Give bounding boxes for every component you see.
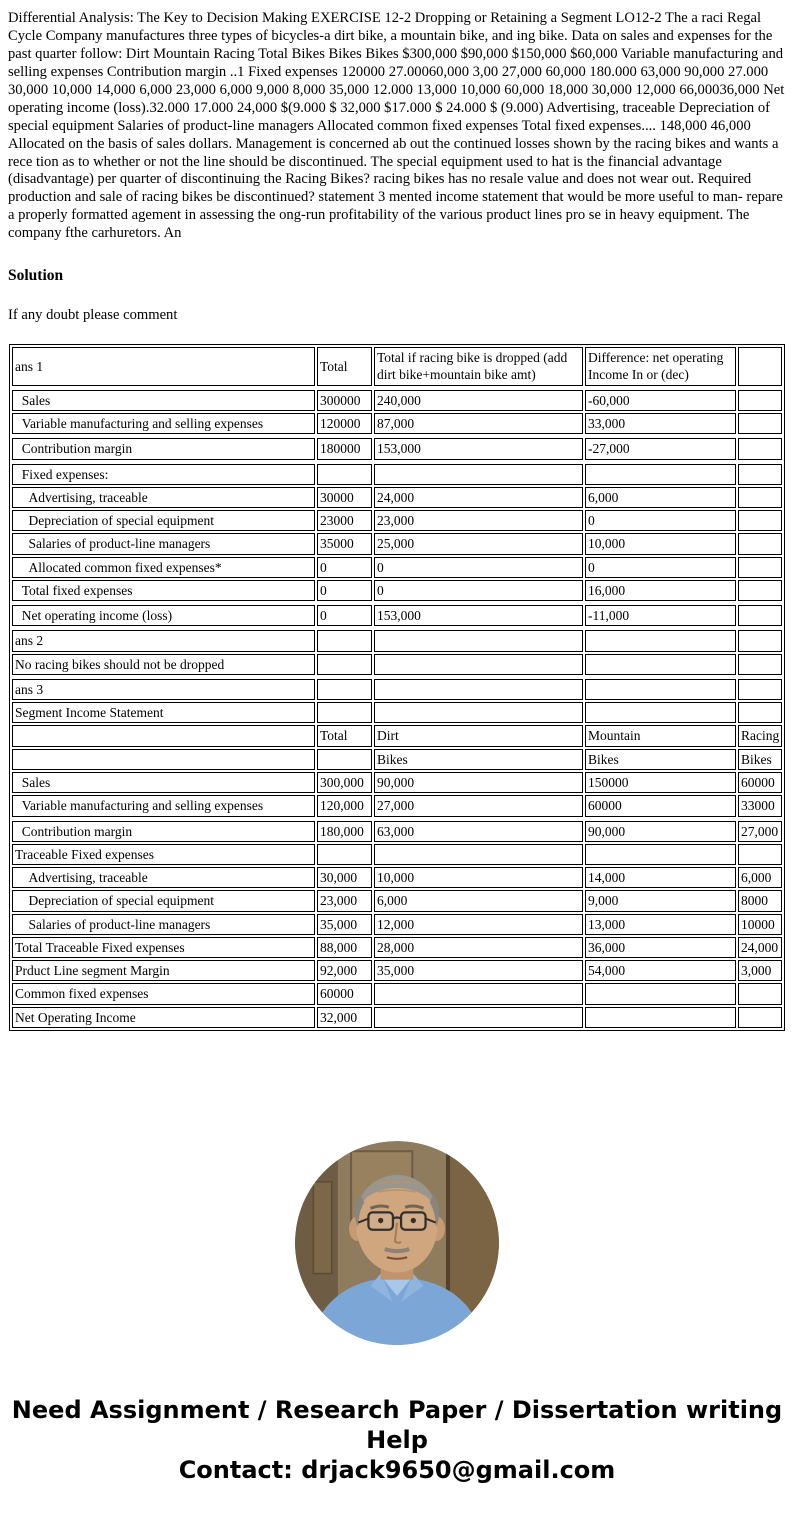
table-cell: Advertising, traceable (12, 487, 315, 508)
table-group (10, 388, 784, 437)
table-cell: -11,000 (585, 605, 736, 626)
table-row (12, 605, 782, 626)
table-cell: Sales (12, 390, 315, 411)
table-cell: 6,000 (374, 890, 583, 911)
table-cell (374, 1007, 583, 1028)
person-photo-graphic (295, 1141, 499, 1345)
table-cell: -27,000 (585, 438, 736, 459)
footer-contact: Contact: drjack9650@gmail.com (178, 1455, 616, 1484)
table-cell: 10,000 (585, 533, 736, 554)
table-group (10, 462, 784, 604)
table-cell: Bikes (374, 749, 583, 770)
table-cell (585, 654, 736, 675)
table-cell (374, 654, 583, 675)
analysis-table (9, 344, 785, 1031)
table-cell: 240,000 (374, 390, 583, 411)
table-cell: -60,000 (585, 390, 736, 411)
table-cell (317, 749, 372, 770)
table-cell (374, 844, 583, 865)
table-cell: Mountain (585, 725, 736, 746)
table-cell: Bikes (738, 749, 782, 770)
table-cell (738, 347, 782, 386)
table-cell: 60000 (317, 983, 372, 1004)
table-cell: Allocated common fixed expenses* (12, 557, 315, 578)
table-cell (317, 464, 372, 485)
table-cell: Total fixed expenses (12, 580, 315, 601)
table-cell: 90,000 (585, 821, 736, 842)
table-cell (317, 630, 372, 651)
table-cell: 180,000 (317, 821, 372, 842)
table-cell: 153,000 (374, 438, 583, 459)
intro-paragraph: Differential Analysis: The Key to Decision Making EXERCISE 12-2 Dropping or Retaining a Segment LO12-2 The a raci Regal Cycle Company manufactures three types of bicycles-a dirt bike, a mountain bike, and ing bike. Data on sales and expenses for the past quarter follow: Dirt Mountain Racing Total Bikes Bikes Bikes $300,000 $90,000 $150,000 $60,000 Variable manufacturing and selling expenses Contribution margin ..1 Fixed expenses 120000 27.00060,000 3,00 27,000 60,000 180.000 63,000 90,000 27.000 30,000 10,000 14,000 6,000 23,000 6,000 9,000 8,000 35,000 12.000 13,000 10,000 60,000 18,000 30,000 12,000 66,00036,000 Net operating income (loss).32.000 17.000 24,000 $(9.000 $ 32,000 $17.000 $ 24.000 $ (9.000) Advertising, traceable Depreciation of special equipment Salaries of product-line managers Allocated common fixed expenses Total fixed expenses.... 148,000 46,000 Allocated on the basis of sales dollars. Management is concerned ab out the continued losses shown by the racing bikes and wants a rece tion as to whether or not the line should be discontinued. The special equipment used to hat is the financial advantage (disadvantage) per quarter of discontinuing the Racing Bikes? racing bikes has no resale value and does not wear out. Required production and sale of racing bikes be discontinued? statement 3 mented income statement that would be more useful to man- repare a properly formatted agement in assessing the ong-run profitability of the various product lines pro se in heavy equipment. The company fthe carhuretors. An (8, 10, 785, 242)
table-cell: Advertising, traceable (12, 867, 315, 888)
table-cell: 28,000 (374, 937, 583, 958)
table-cell: 180000 (317, 438, 372, 459)
table-cell: 92,000 (317, 960, 372, 981)
table-cell: 120,000 (317, 795, 372, 816)
table-cell (374, 630, 583, 651)
table-cell (12, 725, 315, 746)
table-cell (738, 580, 782, 601)
table-row (12, 679, 782, 700)
table-cell: 88,000 (317, 937, 372, 958)
table-cell (738, 654, 782, 675)
table-cell: Total (317, 725, 372, 746)
table-row (12, 844, 782, 865)
table-cell: Dirt (374, 725, 583, 746)
table-cell: 6,000 (738, 867, 782, 888)
table-cell (585, 844, 736, 865)
table-cell (317, 702, 372, 723)
table-cell (585, 464, 736, 485)
table-cell: 25,000 (374, 533, 583, 554)
table-cell (585, 702, 736, 723)
table-cell (738, 413, 782, 434)
table-cell: Contribution margin (12, 438, 315, 459)
table-row (12, 795, 782, 816)
table-cell (374, 679, 583, 700)
table-cell: 0 (374, 557, 583, 578)
table-row (12, 487, 782, 508)
table-cell: Depreciation of special equipment (12, 510, 315, 531)
table-cell: 30,000 (317, 867, 372, 888)
comment-note: If any doubt please comment (8, 307, 178, 324)
table-cell (738, 487, 782, 508)
table-cell: Bikes (585, 749, 736, 770)
table-row (12, 580, 782, 601)
table-row (12, 510, 782, 531)
table-cell: Net operating income (loss) (12, 605, 315, 626)
profile-photo (295, 1141, 499, 1345)
table-cell (374, 702, 583, 723)
table-row (12, 890, 782, 911)
table-cell: 0 (585, 557, 736, 578)
table-cell (738, 679, 782, 700)
table-cell (585, 983, 736, 1004)
table-cell (317, 654, 372, 675)
table-cell (374, 464, 583, 485)
table-row (12, 557, 782, 578)
table-cell: Net Operating Income (12, 1007, 315, 1028)
table-cell: Difference: net operating Income In or (dec) (585, 347, 736, 386)
table-cell: 6,000 (585, 487, 736, 508)
table-cell (738, 702, 782, 723)
table-cell: Segment Income Statement (12, 702, 315, 723)
table-cell (738, 983, 782, 1004)
table-row (12, 347, 782, 386)
table-group (10, 628, 784, 677)
table-cell (738, 605, 782, 626)
footer-help-text: Need Assignment / Research Paper / Dissertation writing Help (11, 1395, 783, 1454)
table-group (10, 436, 784, 461)
table-cell: Common fixed expenses (12, 983, 315, 1004)
table-cell: 63,000 (374, 821, 583, 842)
table-cell: Fixed expenses: (12, 464, 315, 485)
table-row (12, 438, 782, 459)
table-cell: Total if racing bike is dropped (add dirt bike+mountain bike amt) (374, 347, 583, 386)
table-cell (374, 983, 583, 1004)
table-cell: 120000 (317, 413, 372, 434)
table-cell: ans 3 (12, 679, 315, 700)
table-cell: Contribution margin (12, 821, 315, 842)
table-cell: 90,000 (374, 772, 583, 793)
table-cell: 3,000 (738, 960, 782, 981)
table-cell (585, 679, 736, 700)
table-cell: 35,000 (317, 914, 372, 935)
table-cell: Prduct Line segment Margin (12, 960, 315, 981)
table-cell: 16,000 (585, 580, 736, 601)
table-row (12, 821, 782, 842)
table-cell: 153,000 (374, 605, 583, 626)
table-cell: 10,000 (374, 867, 583, 888)
table-row (12, 937, 782, 958)
table-cell: 27,000 (738, 821, 782, 842)
table-cell: 14,000 (585, 867, 736, 888)
table-cell (738, 464, 782, 485)
table-cell: 23000 (317, 510, 372, 531)
table-row (12, 702, 782, 723)
table-cell: 0 (374, 580, 583, 601)
table-cell (738, 630, 782, 651)
table-cell: 30000 (317, 487, 372, 508)
table-cell (317, 679, 372, 700)
footer-help-block (8, 1395, 786, 1485)
table-cell: ans 1 (12, 347, 315, 386)
table-cell: 24,000 (374, 487, 583, 508)
table-row (12, 772, 782, 793)
table-cell (738, 557, 782, 578)
table-cell: Variable manufacturing and selling expenses (12, 413, 315, 434)
table-cell: 32,000 (317, 1007, 372, 1028)
table-cell: 35,000 (374, 960, 583, 981)
table-cell (12, 749, 315, 770)
table-row (12, 413, 782, 434)
table-cell (738, 438, 782, 459)
table-row (12, 1007, 782, 1028)
table-cell: Depreciation of special equipment (12, 890, 315, 911)
table-cell: 33,000 (585, 413, 736, 434)
table-cell: 10000 (738, 914, 782, 935)
table-cell: No racing bikes should not be dropped (12, 654, 315, 675)
table-group (10, 677, 784, 819)
table-cell (738, 1007, 782, 1028)
table-group (10, 345, 784, 388)
table-cell (317, 844, 372, 865)
table-cell (738, 390, 782, 411)
table-cell: 150000 (585, 772, 736, 793)
document-body (8, 10, 786, 1485)
table-cell: 27,000 (374, 795, 583, 816)
table-cell: 300000 (317, 390, 372, 411)
table-cell: 35000 (317, 533, 372, 554)
table-cell: Variable manufacturing and selling expenses (12, 795, 315, 816)
solution-heading: Solution (8, 267, 64, 285)
table-row (12, 960, 782, 981)
table-cell: ans 2 (12, 630, 315, 651)
table-row (12, 654, 782, 675)
table-cell: Traceable Fixed expenses (12, 844, 315, 865)
table-cell: Sales (12, 772, 315, 793)
table-cell: 0 (585, 510, 736, 531)
table-cell: Total (317, 347, 372, 386)
table-cell: 87,000 (374, 413, 583, 434)
table-cell: 13,000 (585, 914, 736, 935)
table-group (10, 819, 784, 1030)
table-cell: 0 (317, 605, 372, 626)
table-cell: Salaries of product-line managers (12, 533, 315, 554)
table-cell: 300,000 (317, 772, 372, 793)
table-cell (738, 844, 782, 865)
table-cell: 36,000 (585, 937, 736, 958)
table-row (12, 867, 782, 888)
table-cell: 12,000 (374, 914, 583, 935)
table-row (12, 464, 782, 485)
table-row (12, 983, 782, 1004)
table-cell (585, 630, 736, 651)
table-cell (738, 510, 782, 531)
table-cell: 33000 (738, 795, 782, 816)
table-cell: Total Traceable Fixed expenses (12, 937, 315, 958)
table-cell: 9,000 (585, 890, 736, 911)
table-row (12, 749, 782, 770)
table-row (12, 533, 782, 554)
table-cell: 0 (317, 580, 372, 601)
table-cell (585, 1007, 736, 1028)
table-cell (738, 533, 782, 554)
table-cell: 60000 (585, 795, 736, 816)
table-cell: 23,000 (317, 890, 372, 911)
table-group (10, 603, 784, 628)
table-row (12, 914, 782, 935)
table-cell: Salaries of product-line managers (12, 914, 315, 935)
table-cell: 24,000 (738, 937, 782, 958)
table-cell: 54,000 (585, 960, 736, 981)
table-cell: 23,000 (374, 510, 583, 531)
table-cell: 8000 (738, 890, 782, 911)
table-cell: 60000 (738, 772, 782, 793)
table-row (12, 630, 782, 651)
table-row (12, 725, 782, 746)
table-row (12, 390, 782, 411)
table-cell: Racing (738, 725, 782, 746)
table-cell: 0 (317, 557, 372, 578)
